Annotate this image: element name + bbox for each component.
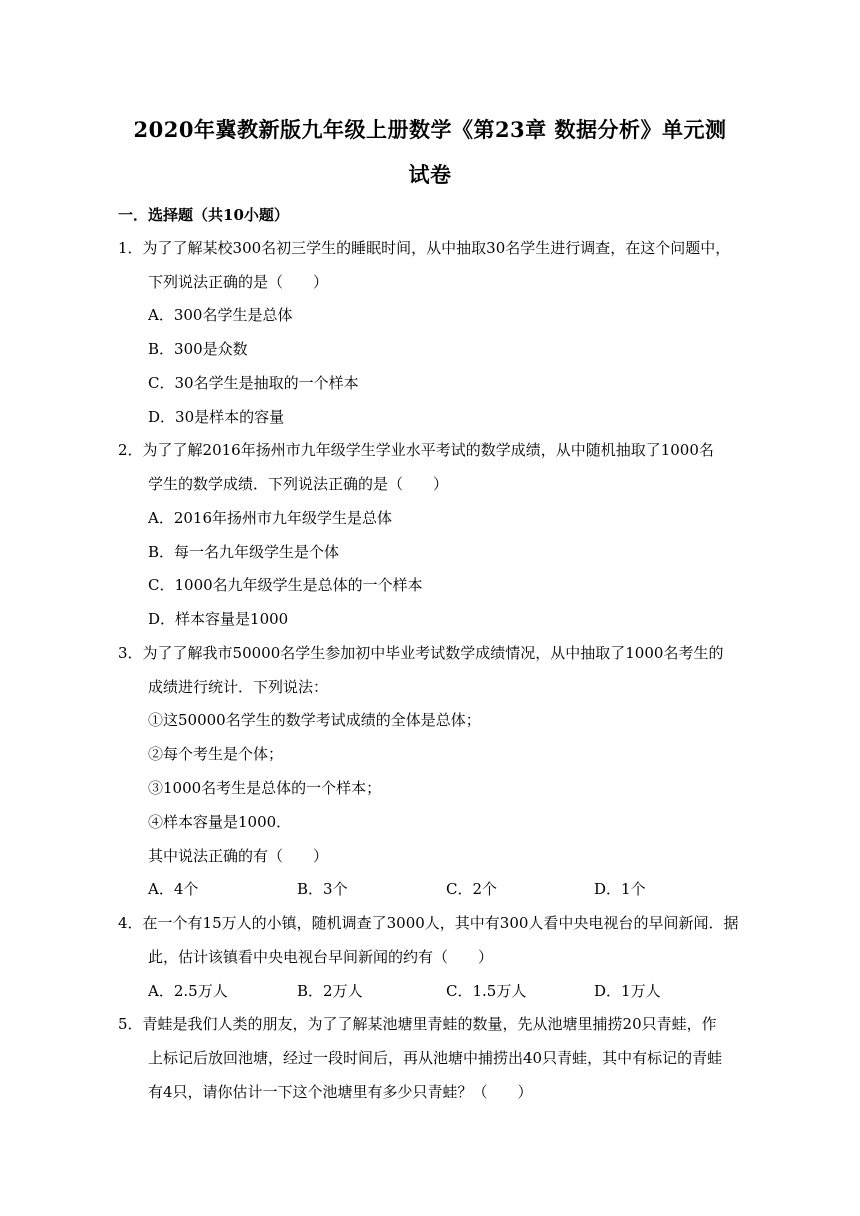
question-2-option-a: A．2016年扬州市九年级学生是总体 [148,509,393,527]
page-title: 2020年冀教新版九年级上册数学《第23章 数据分析》单元测 [133,117,727,142]
question-3-stem-cont: 成绩进行统计．下列说法： [148,678,329,696]
question-2-stem: 2．为了了解2016年扬州市九年级学生学业水平考试的数学成绩，从中随机抽取了1000名 [118,441,714,459]
question-4-option-c: C．1.5万人 [446,982,527,1000]
question-1-option-d: D．30是样本的容量 [148,408,285,426]
question-5-stem: 5．青蛙是我们人类的朋友，为了了解某池塘里青蛙的数量，先从池塘里捕捞20只青蛙，作 [118,1015,717,1033]
question-4-stem-cont: 此，估计该镇看中央电视台早间新闻的约有（ ） [148,948,494,966]
question-1-stem-cont: 下列说法正确的是（ ） [148,273,329,291]
question-2-stem-cont: 学生的数学成绩．下列说法正确的是（ ） [148,475,449,493]
question-3-statement-2: ②每个考生是个体； [148,745,284,763]
question-3-option-d: D．1个 [594,880,646,898]
question-1-option-b: B．300是众数 [148,340,248,358]
question-2-option-b: B．每一名九年级学生是个体 [148,543,340,561]
question-3-stem: 3．为了了解我市50000名学生参加初中毕业考试数学成绩情况，从中抽取了1000名考生的 [118,644,724,662]
question-3-option-a: A．4个 [148,880,199,898]
question-3-ask: 其中说法正确的有（ ） [148,847,329,865]
question-3-option-b: B．3个 [297,880,348,898]
page-title-continued: 试卷 [408,162,452,187]
question-3-option-c: C．2个 [446,880,498,898]
question-2-option-c: C．1000名九年级学生是总体的一个样本 [148,576,423,594]
question-4-option-d: D．1万人 [594,982,661,1000]
question-3-statement-3: ③1000名考生是总体的一个样本； [148,779,382,797]
section-heading: 一．选择题（共10小题） [118,206,289,224]
question-4-option-a: A．2.5万人 [148,982,228,1000]
question-1-option-a: A．300名学生是总体 [148,306,293,324]
question-5-stem-cont-2: 有4只，请你估计一下这个池塘里有多少只青蛙？（ ） [148,1083,533,1101]
question-1-option-c: C．30名学生是抽取的一个样本 [148,374,359,392]
question-4-stem: 4．在一个有15万人的小镇，随机调查了3000人，其中有300人看中央电视台的早间新闻．据 [118,914,739,932]
question-3-statement-4: ④样本容量是1000． [148,813,292,831]
question-2-option-d: D．样本容量是1000 [148,610,289,628]
question-3-statement-1: ①这50000名学生的数学考试成绩的全体是总体； [148,711,481,729]
question-4-option-b: B．2万人 [297,982,363,1000]
question-5-stem-cont: 上标记后放回池塘，经过一段时间后，再从池塘中捕捞出40只青蛙，其中有标记的青蛙 [148,1049,723,1067]
question-1-stem: 1．为了了解某校300名初三学生的睡眠时间，从中抽取30名学生进行调查，在这个问题中， [118,239,731,257]
